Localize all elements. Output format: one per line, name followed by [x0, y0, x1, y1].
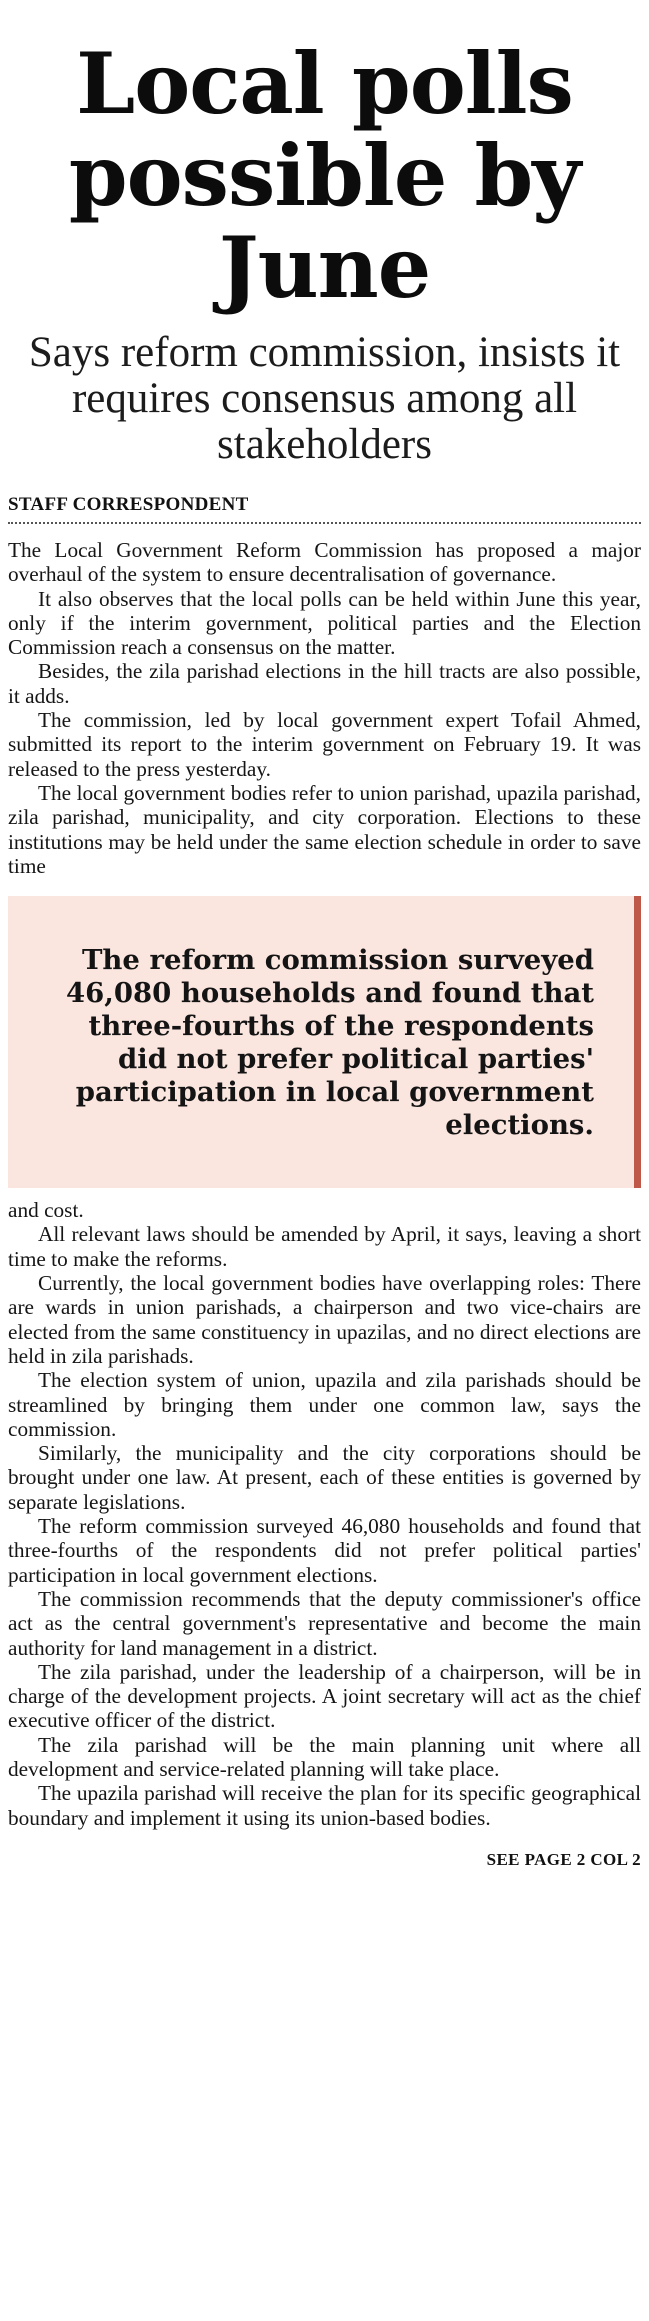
article-page	[0, 34, 649, 2321]
paragraph: Besides, the zila parishad elections in the hill tracts are also possible, it adds.	[8, 659, 641, 708]
paragraph: Currently, the local government bodies have overlapping roles: There are wards in union parishads, a chairperson and two vice-chairs are elected from the same constituency in upazilas, and no direct elections are held in zila parishads.	[8, 1271, 641, 1368]
paragraph: The commission recommends that the deputy commissioner's office act as the central government's representative and become the main authority for land management in a district.	[8, 1586, 641, 1660]
paragraph: Similarly, the municipality and the city corporations should be brought under one law. At present, each of these entities is governed by separate legislations.	[8, 1441, 641, 1514]
article-body-top	[8, 538, 641, 878]
article-body-bottom	[8, 1198, 641, 1830]
paragraph: The zila parishad will be the main planning unit where all development and service-related planning will take place.	[8, 1732, 641, 1781]
paragraph: The local government bodies refer to union parishad, upazila parishad, zila parishad, municipality, and city corporation. Elections to these institutions may be held under the same election schedule in order to save time	[8, 780, 641, 878]
continued-on-page-link: SEE PAGE 2 COL 2	[486, 1849, 641, 1869]
paragraph: The election system of union, upazila and zila parishads should be streamlined by bringing them under one common law, says the commission.	[8, 1368, 641, 1441]
paragraph-continuation: and cost.	[8, 1198, 84, 1223]
paragraph: The zila parishad, under the leadership of a chairperson, will be in charge of the development projects. A joint secretary will act as the chief executive officer of the district.	[8, 1659, 641, 1733]
paragraph: The commission, led by local government expert Tofail Ahmed, submitted its report to the interim government on February 19. It was released to the press yesterday.	[8, 708, 641, 781]
subheadline: Says reform commission, insists it requires consensus among all stakeholders	[28, 329, 621, 468]
paragraph: The Local Government Reform Commission has proposed a major overhaul of the system to ensure decentralisation of governance.	[8, 538, 641, 587]
byline-divider	[8, 522, 641, 524]
headline: Local polls possible by June	[68, 34, 581, 317]
byline: STAFF CORRESPONDENT	[8, 494, 249, 515]
pull-quote: The reform commission surveyed 46,080 households and found that three-fourths of the respondents did not prefer political parties' participation in local government elections.	[8, 896, 641, 1188]
paragraph: The reform commission surveyed 46,080 households and found that three-fourths of the respondents did not prefer political parties' participation in local government elections.	[8, 1514, 641, 1587]
paragraph: All relevant laws should be amended by April, it says, leaving a short time to make the reforms.	[8, 1222, 641, 1271]
paragraph: It also observes that the local polls can be held within June this year, only if the interim government, political parties and the Election Commission reach a consensus on the matter.	[8, 586, 641, 660]
paragraph: The upazila parishad will receive the plan for its specific geographical boundary and implement it using its union-based bodies.	[8, 1781, 641, 1830]
